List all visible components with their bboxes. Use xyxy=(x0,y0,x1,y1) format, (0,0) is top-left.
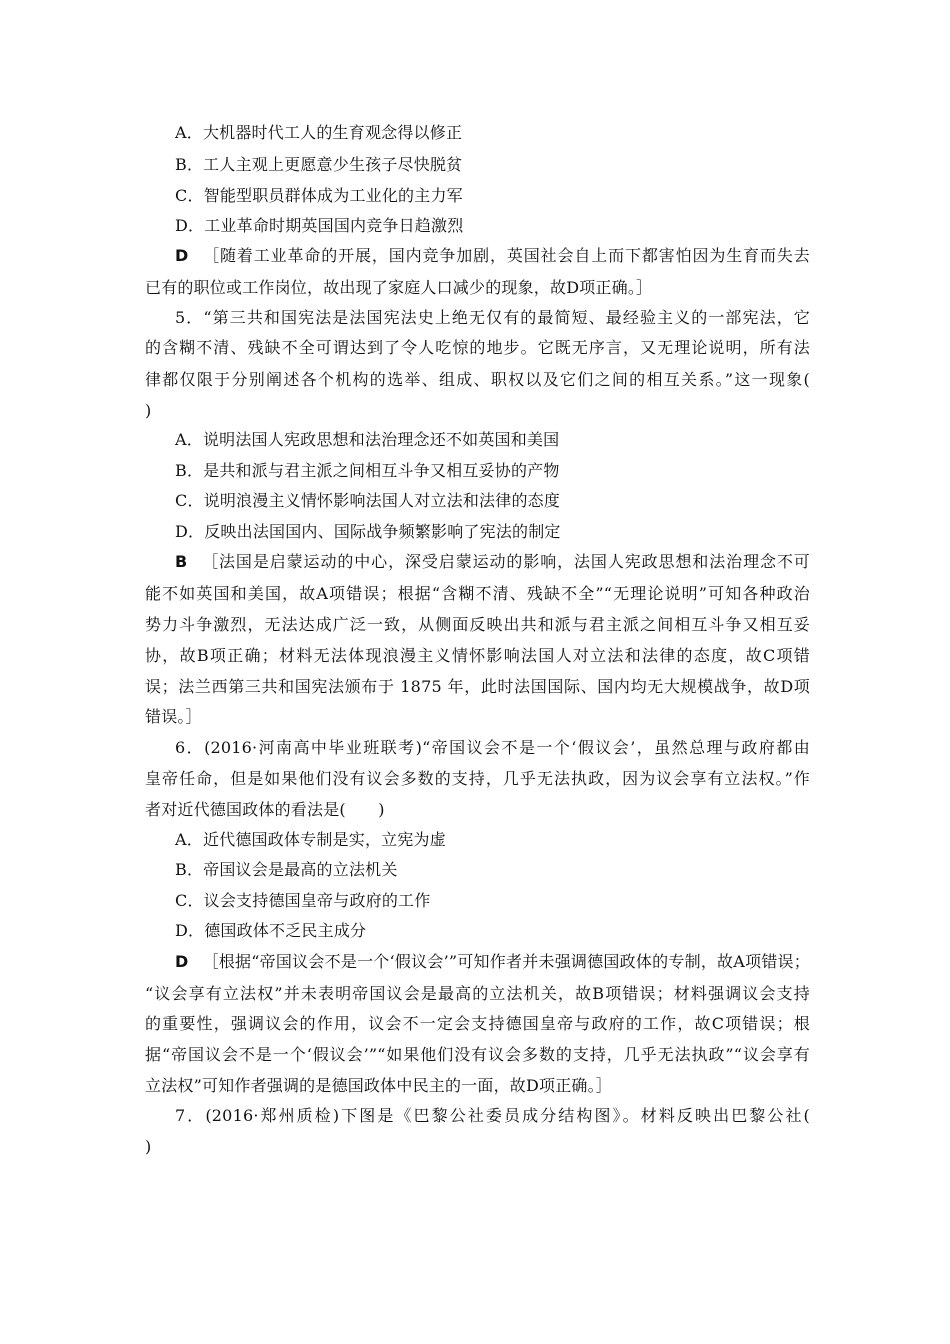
q6-explanation-line-3: 的重要性，强调议会的作用，议会不一定会支持德国皇帝与政府的工作，故C项错误；根 xyxy=(145,1014,810,1033)
q5-answer: B xyxy=(175,552,188,571)
q6-explanation-line-1: ［根据“帝国议会不是一个‘假议会’”可知作者并未强调德国政体的专制，故A项错误； xyxy=(202,952,810,971)
q6-stem-line-3: 者对近代德国政体的看法是( ) xyxy=(145,800,385,819)
q7-stem-line-2: ) xyxy=(145,1137,152,1156)
q5-option-c: C．说明浪漫主义情怀影响法国人对立法和法律的态度 xyxy=(175,491,561,510)
q6-explanation-line-4: 据“帝国议会不是一个‘假议会’”“如果他们没有议会多数的支持，几乎无法执政”“议会享有 xyxy=(145,1045,810,1064)
q4-option-a: A．大机器时代工人的生育观念得以修正 xyxy=(175,123,463,142)
q7-stem-line-1: 7．(2016·郑州质检)下图是《巴黎公社委员成分结构图》。材料反映出巴黎公社( xyxy=(175,1106,810,1125)
q5-option-a: A．说明法国人宪政思想和法治理念还不如英国和美国 xyxy=(175,430,560,449)
q5-explanation-line-5: 误；法兰西第三共和国宪法颁布于 1875 年，此时法国国际、国内均无大规模战争，故D项 xyxy=(145,677,810,696)
q6-option-c: C．议会支持德国皇帝与政府的工作 xyxy=(175,891,431,910)
q5-explanation xyxy=(175,552,810,572)
q5-option-d: D．反映出法国国内、国际战争频繁影响了宪法的制定 xyxy=(175,522,561,541)
q5-explanation-line-6: 错误。］ xyxy=(145,707,202,726)
q4-option-b: B．工人主观上更愿意少生孩子尽快脱贫 xyxy=(175,155,463,174)
q5-stem-line-1: 5．“第三共和国宪法是法国宪法史上绝无仅有的最简短、最经验主义的一部宪法，它 xyxy=(175,308,810,327)
q5-stem-line-4: ) xyxy=(145,401,152,420)
q6-stem-line-2: 皇帝任命，但是如果他们没有议会多数的支持，几乎无法执政，因为议会享有立法权。”作 xyxy=(145,769,810,788)
q6-stem-line-1: 6．(2016·河南高中毕业班联考)“帝国议会不是一个‘假议会’，虽然总理与政府都由 xyxy=(175,738,810,757)
q5-explanation-line-3: 势力斗争激烈，无法达成广泛一致，从侧面反映出共和派与君主派之间相互斗争又相互妥 xyxy=(145,615,810,634)
q5-explanation-line-1: ［法国是启蒙运动的中心，深受启蒙运动的影响，法国人宪政思想和法治理念不可 xyxy=(201,552,810,571)
q6-option-d: D．德国政体不乏民主成分 xyxy=(175,921,367,940)
q6-option-a: A．近代德国政体专制是实，立宪为虚 xyxy=(175,830,446,849)
q4-explanation xyxy=(175,246,810,266)
q4-explanation-line-1: ［随着工业革命的开展，国内竞争加剧，英国社会自上而下都害怕因为生育而失去 xyxy=(202,246,810,265)
q6-option-b: B．帝国议会是最高的立法机关 xyxy=(175,860,398,879)
q6-explanation xyxy=(175,952,810,972)
q5-option-b: B．是共和派与君主派之间相互斗争又相互妥协的产物 xyxy=(175,461,560,480)
q6-explanation-line-2: “议会享有立法权”并未表明帝国议会是最高的立法机关，故B项错误；材料强调议会支持 xyxy=(145,984,810,1003)
q6-answer: D xyxy=(175,952,189,971)
q5-stem-line-3: 律都仅限于分别阐述各个机构的选举、组成、职权以及它们之间的相互关系。”这一现象( xyxy=(145,370,810,389)
q4-answer: D xyxy=(175,246,189,265)
q5-stem-line-2: 的含糊不清、残缺不全可谓达到了令人吃惊的地步。它既无序言，又无理论说明，所有法 xyxy=(145,338,810,357)
q6-explanation-line-5: 立法权”可知作者强调的是德国政体中民主的一面，故D项正确。］ xyxy=(145,1076,613,1095)
q4-option-d: D．工业革命时期英国国内竞争日趋激烈 xyxy=(175,216,464,235)
q5-explanation-line-2: 能不如英国和美国，故A项错误；根据“含糊不清、残缺不全”“无理论说明”可知各种政治 xyxy=(145,584,810,603)
q5-explanation-line-4: 协，故B项正确；材料无法体现浪漫主义情怀影响法国人对立法和法律的态度，故C项错 xyxy=(145,646,810,665)
q4-option-c: C．智能型职员群体成为工业化的主力军 xyxy=(175,186,463,205)
q4-explanation-line-2: 已有的职位或工作岗位，故出现了家庭人口减少的现象，故D项正确。］ xyxy=(145,278,653,297)
